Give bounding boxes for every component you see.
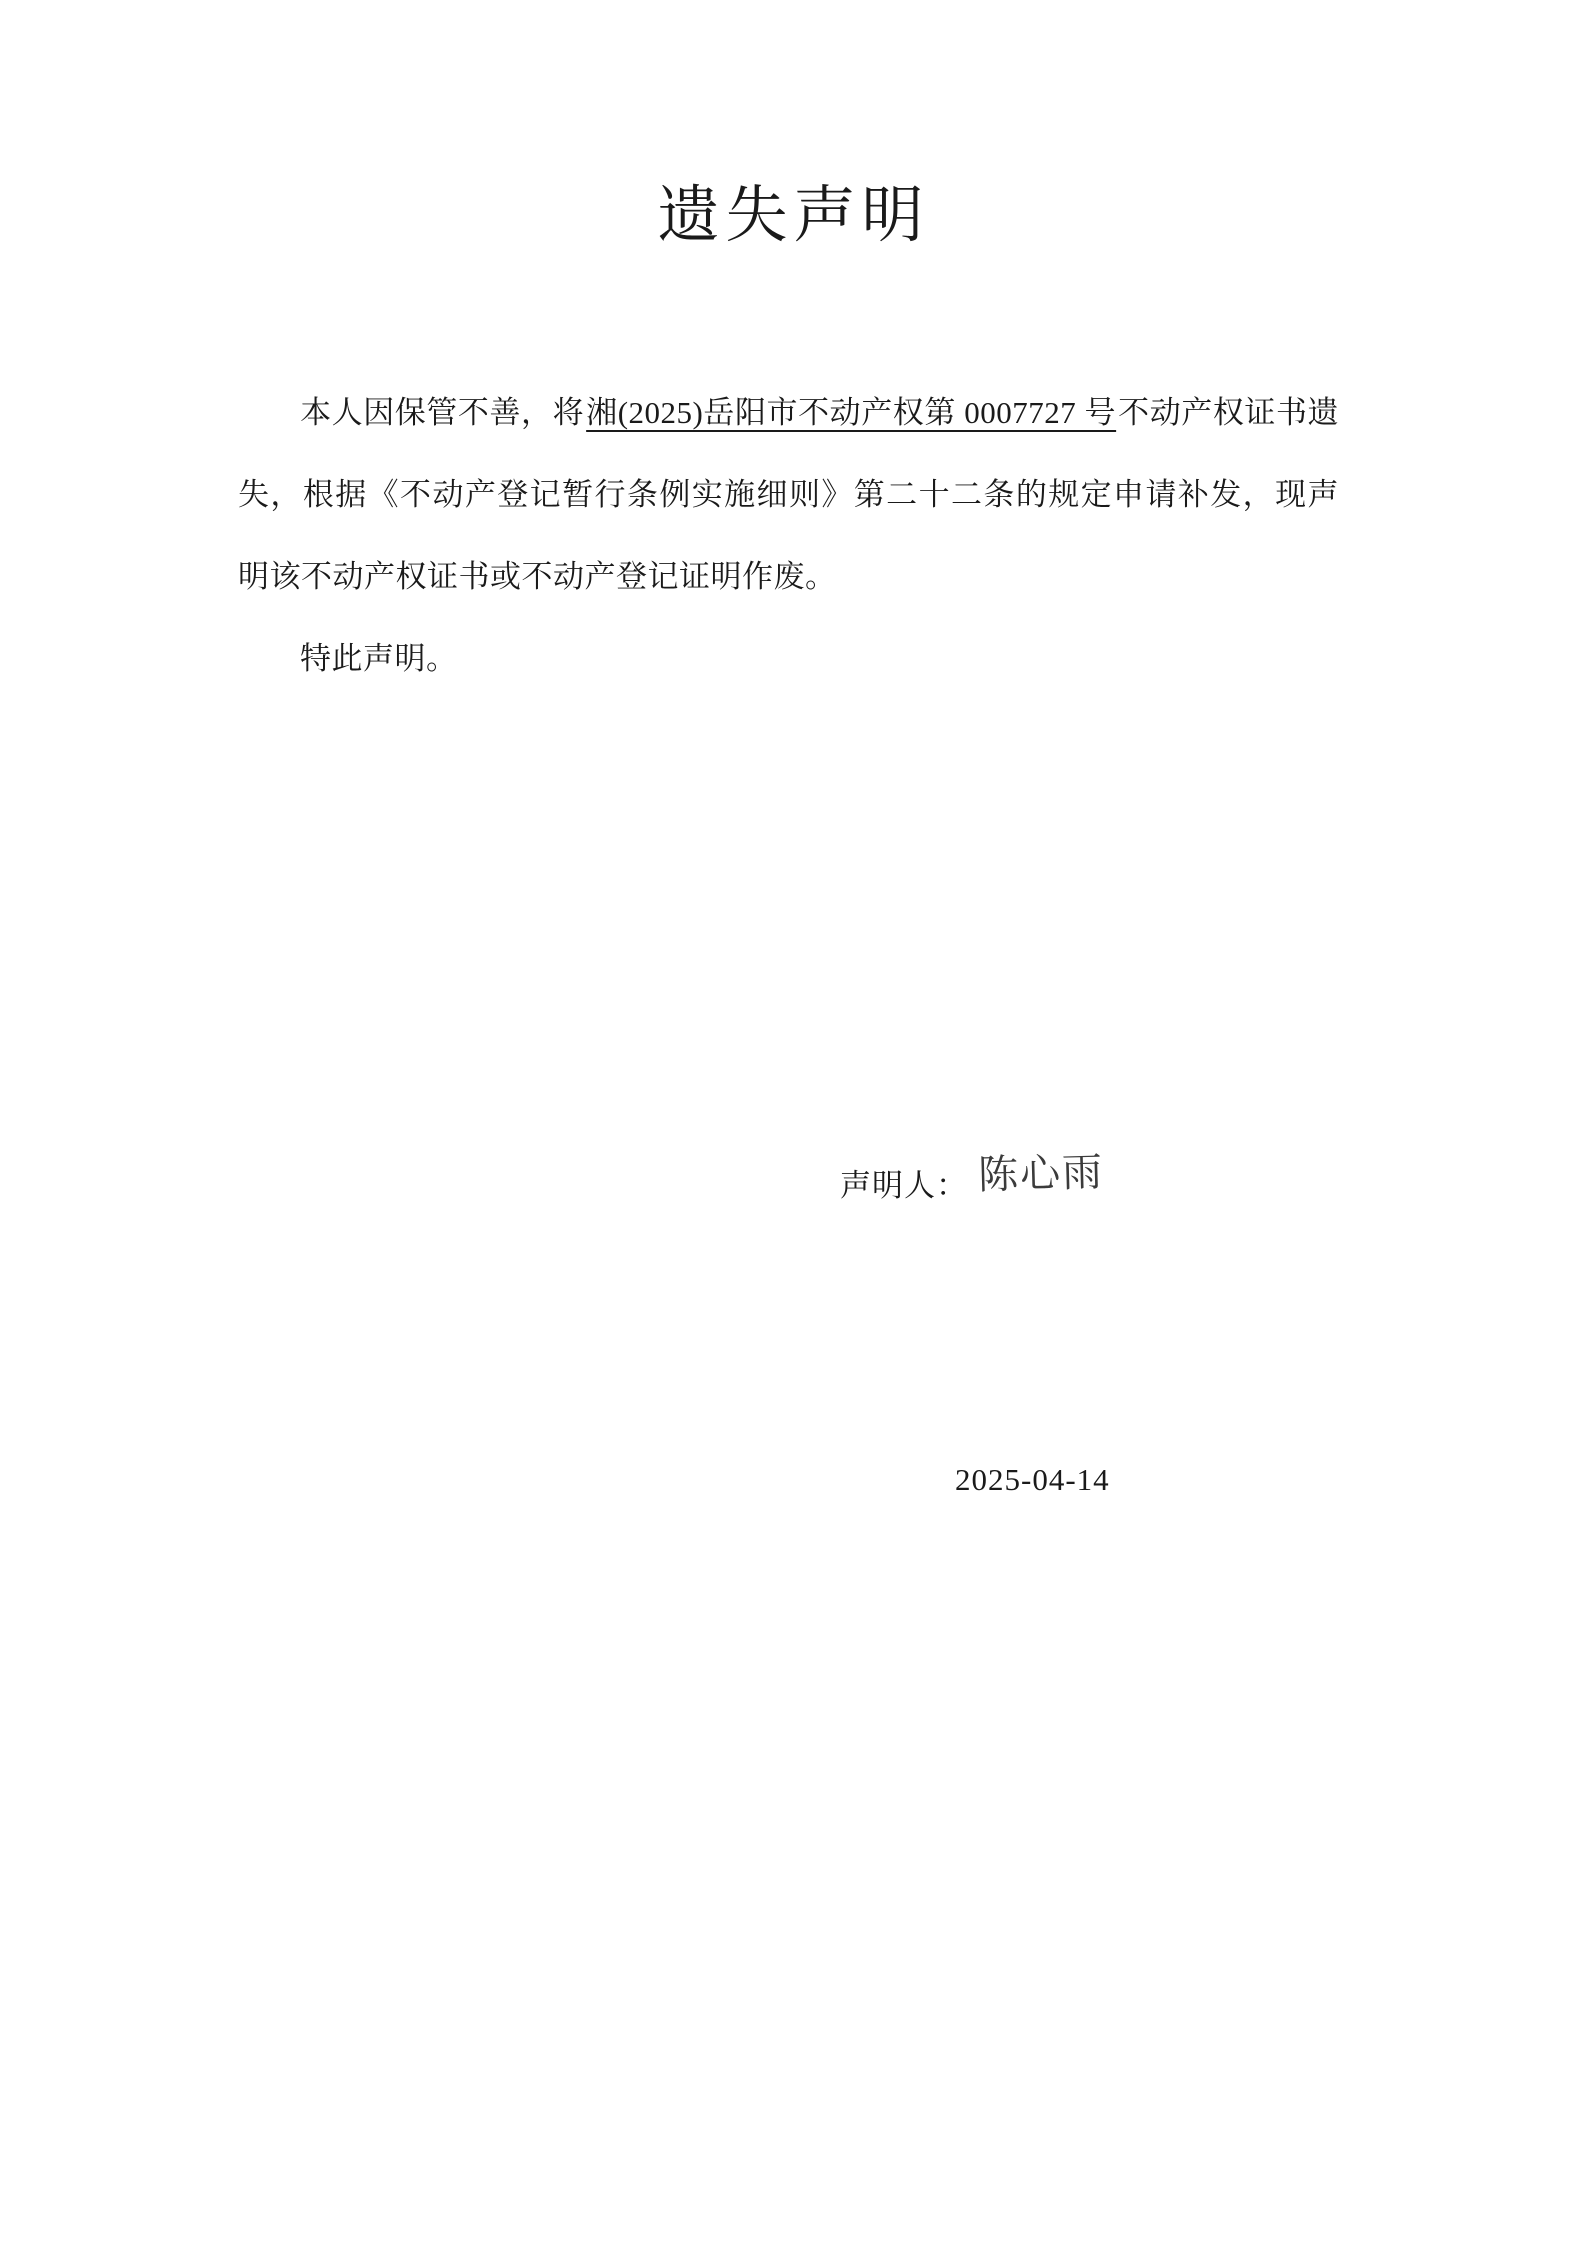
handwritten-signature: 陈心雨 [977,1149,1105,1199]
declaration-closing-text: 特此声明。 [300,641,458,676]
signature-date: 2025-04-14 [955,1462,1110,1497]
declaration-tail-text: 不动产权证书遗失，根据《不动产登记暂行条例实施细则》第二十二条的规定申请补发，现声明该不动产权证书或不动产登记证明作废。 [238,395,1340,594]
signature-row [840,1148,1104,1205]
signature-label: 声明人： [840,1168,968,1203]
page-title: 遗失声明 [657,182,930,250]
document-body [0,254,1587,700]
declaration-lead-text: 本人因保管不善，将 [300,395,585,430]
declaration-paragraph-2 [238,618,1339,700]
certificate-number-field: 湘(2025)岳阳市不动产权第 0007727 号 [586,395,1117,430]
declaration-paragraph-1 [238,372,1339,618]
